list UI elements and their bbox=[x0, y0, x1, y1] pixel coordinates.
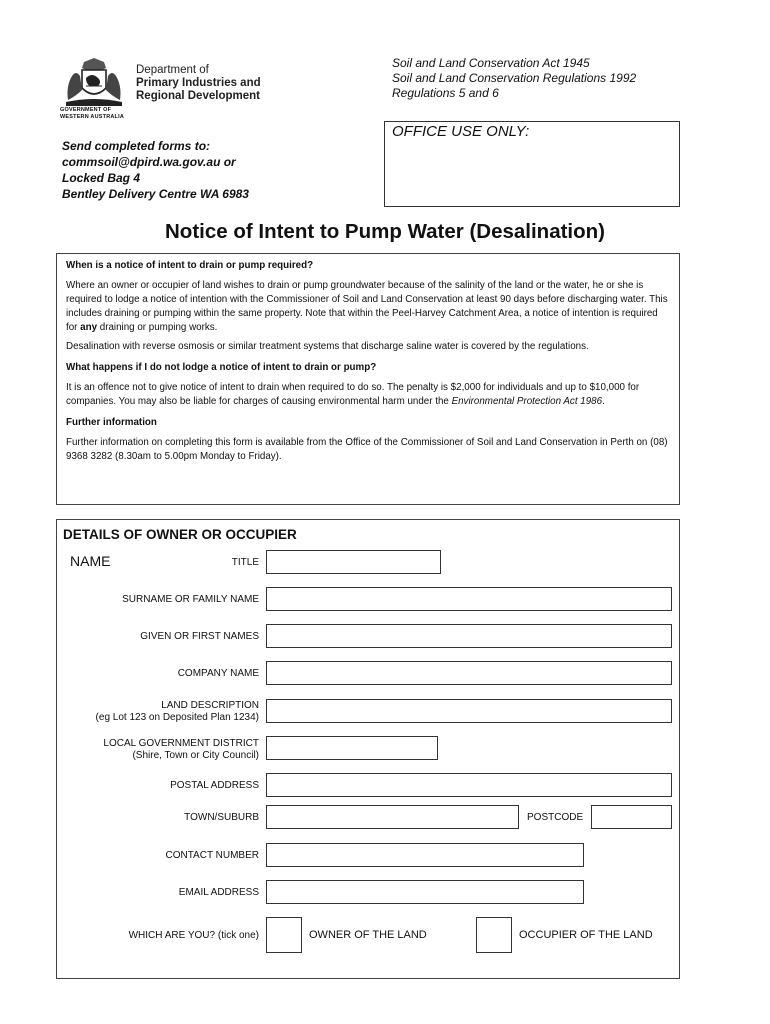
send-forms-block bbox=[62, 138, 249, 202]
owner-checkbox[interactable] bbox=[266, 917, 302, 953]
lgd-field[interactable] bbox=[266, 736, 438, 760]
postcode-label: POSTCODE bbox=[527, 812, 584, 823]
info-paragraph-1: Where an owner or occupier of land wishes to drain or pump groundwater because of the salinity of the land or the water, he or she is required to lodge a notice of intention with the Commissioner of Soil and Land Conservation at least 90 days before discharging water. This includes draining or pumping within the same property. Note that within the Peel-Harvey Catchment Area, a notice of intention is required for any draining or pumping works. bbox=[66, 280, 668, 333]
logo-line-1: Department of bbox=[136, 64, 209, 76]
info-paragraph-2: Desalination with reverse osmosis or similar treatment systems that discharge saline water is covered by the regulations. bbox=[66, 341, 589, 352]
title-label: TITLE bbox=[231, 557, 259, 568]
details-heading: DETAILS OF OWNER OR OCCUPIER bbox=[63, 527, 297, 542]
office-use-label: OFFICE USE ONLY: bbox=[392, 123, 530, 140]
send-email: commsoil@dpird.wa.gov.au or bbox=[62, 155, 236, 169]
gov-line-1: GOVERNMENT OF bbox=[60, 107, 112, 113]
lgd-label: LOCAL GOVERNMENT DISTRICT (Shire, Town or City Council) bbox=[103, 738, 259, 761]
info-heading-2: What happens if I do not lodge a notice of intent to drain or pump? bbox=[66, 362, 377, 373]
owner-option-label: OWNER OF THE LAND bbox=[309, 929, 427, 941]
info-box bbox=[56, 253, 680, 505]
company-label: COMPANY NAME bbox=[177, 668, 259, 679]
send-line-4: Bentley Delivery Centre WA 6983 bbox=[62, 187, 249, 201]
email-field[interactable] bbox=[266, 880, 584, 904]
logo-line-2: Primary Industries and bbox=[136, 77, 261, 89]
act-line-1: Soil and Land Conservation Act 1945 bbox=[392, 56, 590, 70]
act-line-2: Soil and Land Conservation Regulations 1992 bbox=[392, 71, 637, 85]
land-description-label: LAND DESCRIPTION (eg Lot 123 on Deposited Plan 1234) bbox=[95, 700, 259, 723]
given-names-field[interactable] bbox=[266, 624, 672, 648]
send-line-1: Send completed forms to: bbox=[62, 139, 211, 153]
postal-address-label: POSTAL ADDRESS bbox=[170, 780, 259, 791]
town-suburb-label: TOWN/SUBURB bbox=[184, 812, 259, 823]
gov-line-2: WESTERN AUSTRALIA bbox=[60, 114, 124, 120]
act-line-3: Regulations 5 and 6 bbox=[392, 86, 499, 100]
coat-of-arms-icon bbox=[62, 56, 126, 108]
office-use-box bbox=[384, 121, 680, 207]
logo-line-3: Regional Development bbox=[136, 90, 260, 102]
postal-address-field[interactable] bbox=[266, 773, 672, 797]
occupier-option-label: OCCUPIER OF THE LAND bbox=[519, 929, 653, 941]
company-field[interactable] bbox=[266, 661, 672, 685]
title-field[interactable] bbox=[266, 550, 441, 574]
name-label: NAME bbox=[70, 553, 111, 569]
surname-field[interactable] bbox=[266, 587, 672, 611]
land-description-field[interactable] bbox=[266, 699, 672, 723]
owner-details-section bbox=[56, 519, 680, 979]
town-suburb-field[interactable] bbox=[266, 805, 519, 829]
info-paragraph-3: It is an offence not to give notice of intent to drain when required to do so. The penalty is $2,000 for individuals and up to $10,000 for companies. You may also be liable for charges of causing environmental harm under the Environmental Protection Act 1986. bbox=[66, 382, 640, 407]
info-heading-3: Further information bbox=[66, 417, 157, 428]
postcode-field[interactable] bbox=[591, 805, 672, 829]
department-logo bbox=[60, 56, 270, 122]
page-title: Notice of Intent to Pump Water (Desalination) bbox=[165, 220, 605, 243]
email-label: EMAIL ADDRESS bbox=[178, 887, 259, 898]
which-are-you-label: WHICH ARE YOU? (tick one) bbox=[128, 930, 259, 941]
contact-number-label: CONTACT NUMBER bbox=[165, 850, 259, 861]
info-paragraph-4: Further information on completing this form is available from the Office of the Commissioner of Soil and Land Conservation in Perth on (08) 9368 3282 (8.30am to 5.00pm Monday to Friday). bbox=[66, 437, 668, 462]
occupier-checkbox[interactable] bbox=[476, 917, 512, 953]
contact-number-field[interactable] bbox=[266, 843, 584, 867]
surname-label: SURNAME OR FAMILY NAME bbox=[122, 594, 259, 605]
info-heading-1: When is a notice of intent to drain or pump required? bbox=[66, 260, 314, 271]
legislation-block bbox=[392, 56, 636, 101]
given-names-label: GIVEN OR FIRST NAMES bbox=[140, 631, 259, 642]
send-line-3: Locked Bag 4 bbox=[62, 171, 141, 185]
